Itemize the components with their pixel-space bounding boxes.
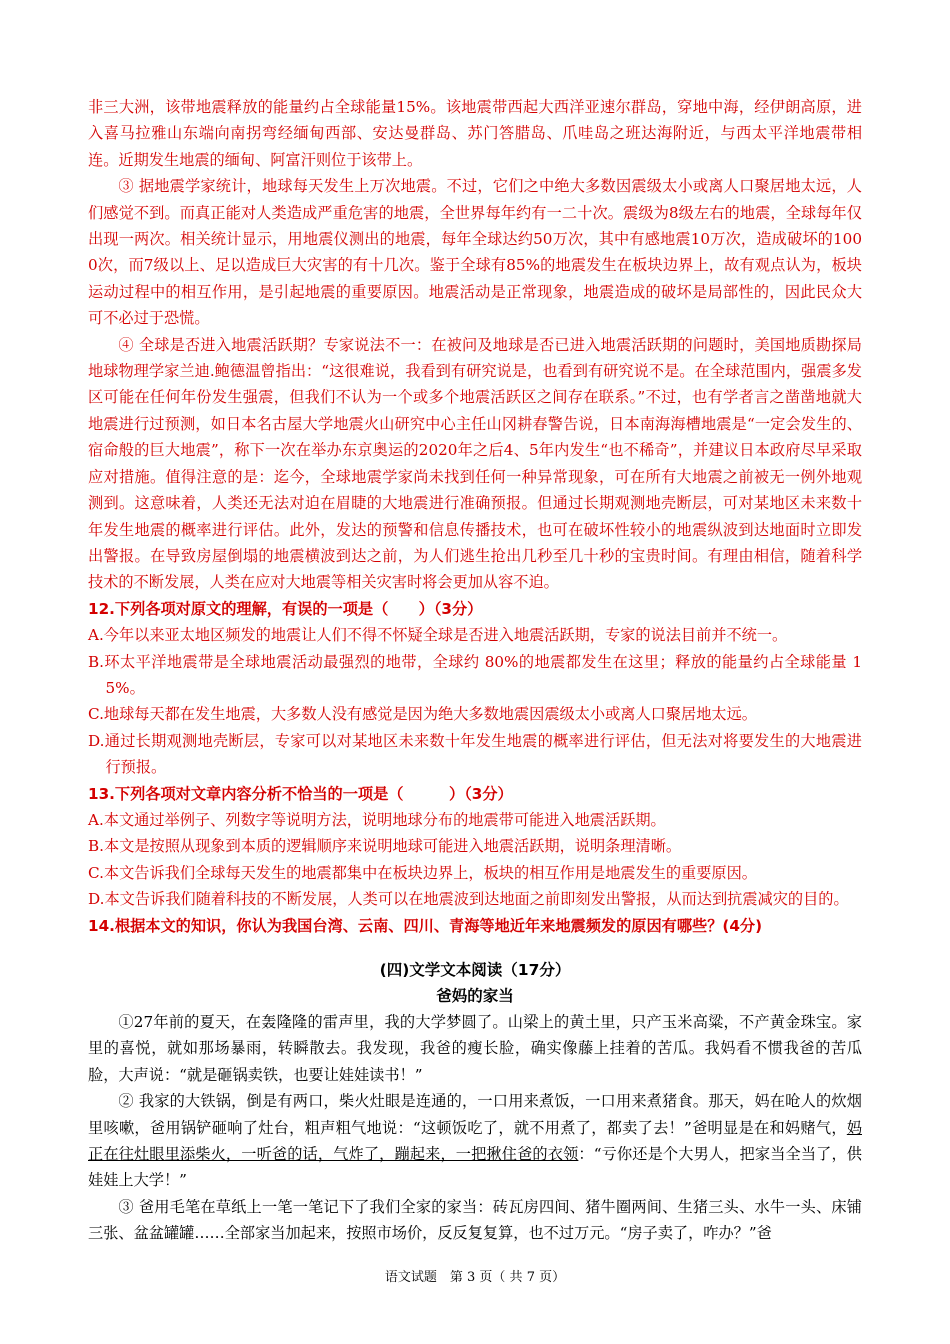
page-footer: 语文试题 第 3 页（ 共 7 页） [384,1270,566,1285]
question-12-stem: 12.下列各项对原文的理解，有误的一项是（ ）（3分） [88,599,483,618]
essay-paragraph-2-end: ：“亏你还是个大男人，把家当全当了，供娃娃上大学！” [88,1145,862,1190]
question-13-option-d: D.本文告诉我们随着科技的不断发展，人类可以在地震波到达地面之前即刻发出警报，从而达到抗震减灾的目的。 [88,890,849,909]
question-12-option-b: B.环太平洋地震带是全球地震活动最强烈的地带，全球约 80%的地震都发生在这里；释放的能量约占全球能量 15%。 [88,652,862,697]
essay-paragraph-2-underlined: 妈正在往灶眼里添柴火，一听爸的话，气炸了，蹦起来，一把揪住爸的衣领 [88,1118,862,1164]
question-13-option-b: B.本文是按照从现象到本质的逻辑顺序来说明地球可能进入地震活跃期，说明条理清晰。 [88,837,682,856]
essay-paragraph-3: ③ 爸用毛笔在草纸上一笔一笔记下了我们全家的家当：砖瓦房四间、猪牛圈两间、生猪三头、水牛一头、床铺三张、盆盆罐罐……全部家当加起来，按照市场价，反反复复算，也不过万元。“房子卖了，咋办？”爸 [88,1197,862,1243]
passage-paragraph-4: ④ 全球是否进入地震活跃期？专家说法不一：在被问及地球是否已进入地震活跃期的问题时，美国地质勘探局地球物理学家兰迪.鲍德温曾指出：“这很难说，我看到有研究说是，也看到有研究说不是。在全球范围内，强震多发区可能在任何年份发生强震，但我们不认为一个或多个地震活跃区之间存在联系。”不过，也有学者言之凿凿地就大地震进行过预测，如日本名古屋大学地震火山研究中心主任山冈耕春警告说，日本南海海槽地震是“一定会发生的、宿命般的巨大地震”，称下一次在举办东京奥运的2020年之后4、5年内发生“也不稀奇”，并建议日本政府尽早采取应对措施。值得注意的是：迄今，全球地震学家尚未找到任何一种异常现象，可在所有大地震之前被无一例外地观测到。这意味着，人类还无法对迫在眉睫的大地震进行准确预报。但通过长期观测地壳断层，可对某地区未来数十年发生地震的概率进行评估。此外，发达的预警和信息传播技术，也可在破坏性较小的地震纵波到达地面时立即发出警报。在导致房屋倒塌的地震横波到达之前，为人们逃生抢出几秒至几十秒的宝贵时间。有理由相信，随着科学技术的不断发展，人类在应对大地震等相关灾害时将会更加从容不迫。 [88,335,862,592]
question-13-option-a: A.本文通过举例子、列数字等说明方法，说明地球分布的地震带可能进入地震活跃期。 [88,810,666,829]
section-4-title: (四)文学文本阅读（17分） [379,961,571,979]
question-13-option-c: C.本文告诉我们全球每天发生的地震都集中在板块边界上，板块的相互作用是地震发生的重要原因。 [88,863,757,882]
question-12-option-c: C.地球每天都在发生地震，大多数人没有感觉是因为绝大多数地震因震级太小或离人口聚居地太远。 [88,705,757,724]
question-13-stem: 13.下列各项对文章内容分析不恰当的一项是（ ）（3分） [88,784,513,803]
essay-paragraph-2-start: ② 我家的大铁锅，倒是有两口，柴火灶眼是连通的，一口用来煮饭，一口用来煮猪食。那天，妈在呛人的炊烟里咳嗽，爸用锅铲砸响了灶台，粗声粗气地说：“这顿饭吃了，就不用煮了，都卖了去！”爸明显是在和妈赌气， [88,1092,862,1137]
essay-title: 爸妈的家当 [436,987,514,1005]
question-14-stem: 14.根据本文的知识，你认为我国台湾、云南、四川、青海等地近年来地震频发的原因有哪些？(4分) [88,916,763,935]
question-12-option-d: D.通过长期观测地壳断层，专家可以对某地区未来数十年发生地震的概率进行评估，但无法对将要发生的大地震进行预报。 [88,731,862,777]
question-12-option-a: A.今年以来亚太地区频发的地震让人们不得不怀疑全球是否进入地震活跃期，专家的说法目前并不统一。 [88,626,788,645]
essay-paragraph-1: ①27年前的夏天，在轰隆隆的雷声里，我的大学梦圆了。山梁上的黄土里，只产玉米高粱，不产黄金珠宝。家里的喜悦，就如那场暴雨，转瞬散去。我发现，我爸的瘦长脸，确实像藤上挂着的苦瓜。我妈看不惯我爸的苦瓜脸，大声说：“就是砸锅卖铁，也要让娃娃读书！” [88,1013,862,1084]
passage-paragraph-3: ③ 据地震学家统计，地球每天发生上万次地震。不过，它们之中绝大多数因震级太小或离人口聚居地太远，人们感觉不到。而真正能对人类造成严重危害的地震，全世界每年约有一二十次。震级为8级左右的地震，全球每年仅出现一两次。相关统计显示，用地震仪测出的地震，每年全球达约50万次，其中有感地震10万次，造成破坏的1000次，而7级以上、足以造成巨大灾害的有十几次。鉴于全球有85%的地震发生在板块边界上，故有观点认为，板块运动过程中的相互作用，是引起地震的重要原因。地震活动是正常现象，地震造成的破坏是局部性的，因此民众大可不必过于恐慌。 [88,177,862,328]
document-page [88,94,862,1247]
passage-paragraph-continued: 非三大洲，该带地震释放的能量约占全球能量15%。该地震带西起大西洋亚速尔群岛，穿地中海，经伊朗高原，进入喜马拉雅山东端向南拐弯经缅甸西部、安达曼群岛、苏门答腊岛、爪哇岛之班达海附近，与西太平洋地震带相连。近期发生地震的缅甸、阿富汗则位于该带上。 [88,98,862,169]
essay-paragraph-2 [88,1088,862,1194]
